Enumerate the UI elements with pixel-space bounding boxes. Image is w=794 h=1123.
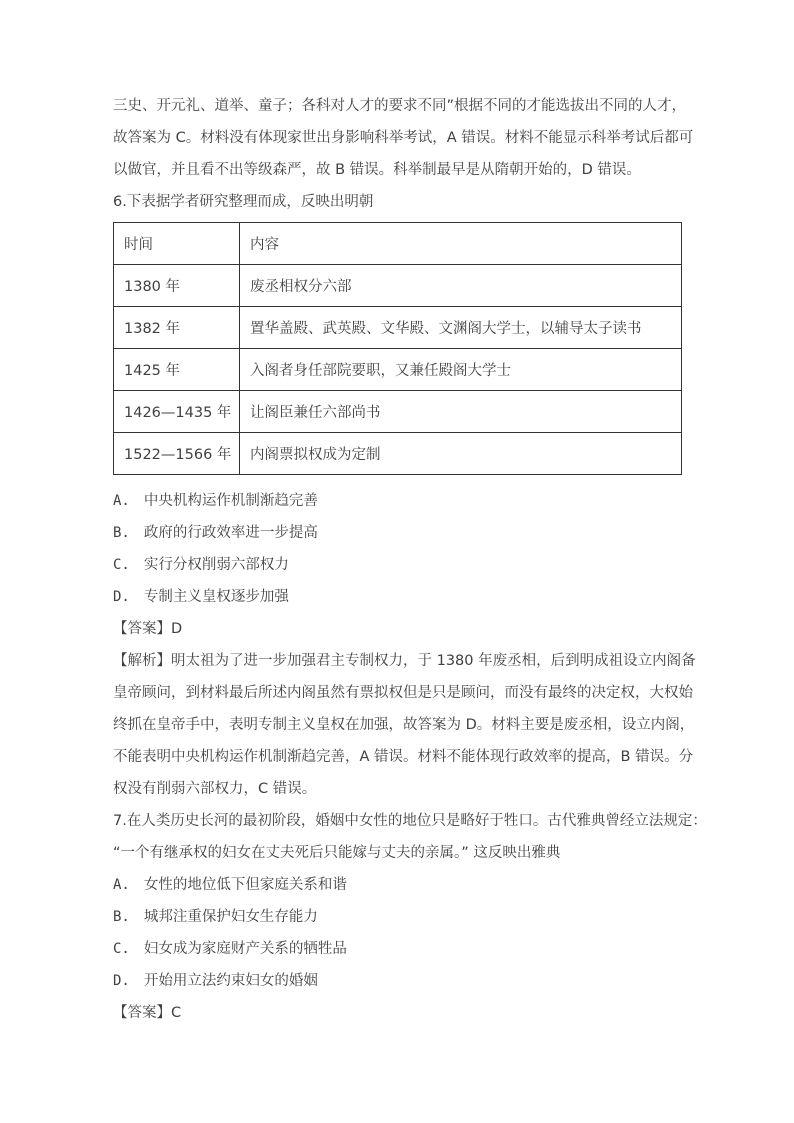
q6-analysis-line-5: 权没有削弱六部权力，C 错误。	[113, 781, 317, 797]
table-row	[114, 307, 682, 349]
q7-option-c	[113, 933, 684, 965]
q6-option-a-text: 中央机构运作机制渐趋完善	[143, 493, 318, 509]
q6-option-b	[113, 517, 684, 549]
question6-options	[113, 485, 684, 613]
table-row	[114, 265, 682, 307]
q6-analysis-line-1: 【解析】明太祖为了进一步加强君主专制权力，于 1380 年废丞相，后到明成祖设立内阁备	[113, 653, 696, 669]
table-row	[114, 349, 682, 391]
table-cell-time: 1380 年	[114, 265, 240, 307]
question7-stem	[113, 805, 707, 869]
table-cell-content: 入阁者身任部院要职，又兼任殿阁大学士	[240, 349, 682, 391]
q6-option-d-text: 专制主义皇权逐步加强	[143, 589, 289, 605]
table-cell-content: 内阁票拟权成为定制	[240, 433, 682, 475]
q6-option-c	[113, 549, 684, 581]
q6-analysis-line-2: 皇帝顾问，到材料最后所述内阁虽然有票拟权但是只是顾问，而没有最终的决定权，大权始	[113, 685, 693, 701]
table-cell-content: 置华盖殿、武英殿、文华殿、文渊阁大学士，以辅导太子读书	[240, 307, 682, 349]
q6-option-a-label: A.	[113, 493, 130, 509]
table-header-row	[114, 223, 682, 265]
q7-option-a	[113, 869, 684, 901]
q7-option-d-label: D.	[113, 973, 130, 989]
intro-paragraph-line-2: 故答案为 C。材料没有体现家世出身影响科举考试，A 错误。材料不能显示科举考试后都可	[113, 130, 694, 146]
q7-option-c-label: C.	[113, 941, 130, 957]
question6-stem: 6.下表据学者研究整理而成，反映出明朝	[113, 194, 374, 210]
q7-option-c-text: 妇女成为家庭财产关系的牺牲品	[143, 941, 347, 957]
q7-option-b-text: 城邦注重保护妇女生存能力	[143, 909, 318, 925]
q6-answer: 【答案】D	[113, 621, 183, 637]
q7-option-a-text: 女性的地位低下但家庭关系和谐	[143, 877, 347, 893]
intro-paragraph-line-1: 三史、开元礼、道举、童子；各科对人才的要求不同”根据不同的才能选拔出不同的人才，	[113, 98, 687, 114]
table-cell-content: 让阁臣兼任六部尚书	[240, 391, 682, 433]
question6-table	[113, 222, 682, 475]
table-row	[114, 433, 682, 475]
q7-option-d-text: 开始用立法约束妇女的婚姻	[143, 973, 318, 989]
q6-option-c-label: C.	[113, 557, 130, 573]
q7-option-d	[113, 965, 684, 997]
q7-stem-line-2: “一个有继承权的妇女在丈夫死后只能嫁与丈夫的亲属。” 这反映出雅典	[113, 845, 561, 861]
q6-option-a	[113, 485, 684, 517]
q7-option-b	[113, 901, 684, 933]
q6-analysis	[113, 645, 696, 805]
intro-paragraph	[113, 90, 694, 186]
q6-option-d	[113, 581, 684, 613]
table-header-content: 内容	[240, 223, 682, 265]
table-cell-time: 1382 年	[114, 307, 240, 349]
table-row	[114, 391, 682, 433]
table-cell-time: 1522—1566 年	[114, 433, 240, 475]
question7-options	[113, 869, 684, 997]
q6-option-d-label: D.	[113, 589, 130, 605]
q6-option-c-text: 实行分权削弱六部权力	[143, 557, 289, 573]
table-cell-time: 1425 年	[114, 349, 240, 391]
table-cell-content: 废丞相权分六部	[240, 265, 682, 307]
q6-option-b-label: B.	[113, 525, 130, 541]
q7-answer: 【答案】C	[113, 1005, 182, 1021]
q6-analysis-line-3: 终抓在皇帝手中，表明专制主义皇权在加强，故答案为 D。材料主要是废丞相，设立内阁，	[113, 717, 695, 733]
table-cell-time: 1426—1435 年	[114, 391, 240, 433]
q7-option-a-label: A.	[113, 877, 130, 893]
intro-paragraph-line-3: 以做官，并且看不出等级森严，故 B 错误。科举制最早是从隋朝开始的，D 错误。	[113, 162, 641, 178]
q7-stem-line-1: 7.在人类历史长河的最初阶段，婚姻中女性的地位只是略好于牲口。古代雅典曾经立法规定：	[113, 813, 707, 829]
table-header-time: 时间	[114, 223, 240, 265]
q6-option-b-text: 政府的行政效率进一步提高	[143, 525, 318, 541]
q7-option-b-label: B.	[113, 909, 130, 925]
q6-analysis-line-4: 不能表明中央机构运作机制渐趋完善，A 错误。材料不能体现行政效率的提高，B 错误。分	[113, 749, 694, 765]
